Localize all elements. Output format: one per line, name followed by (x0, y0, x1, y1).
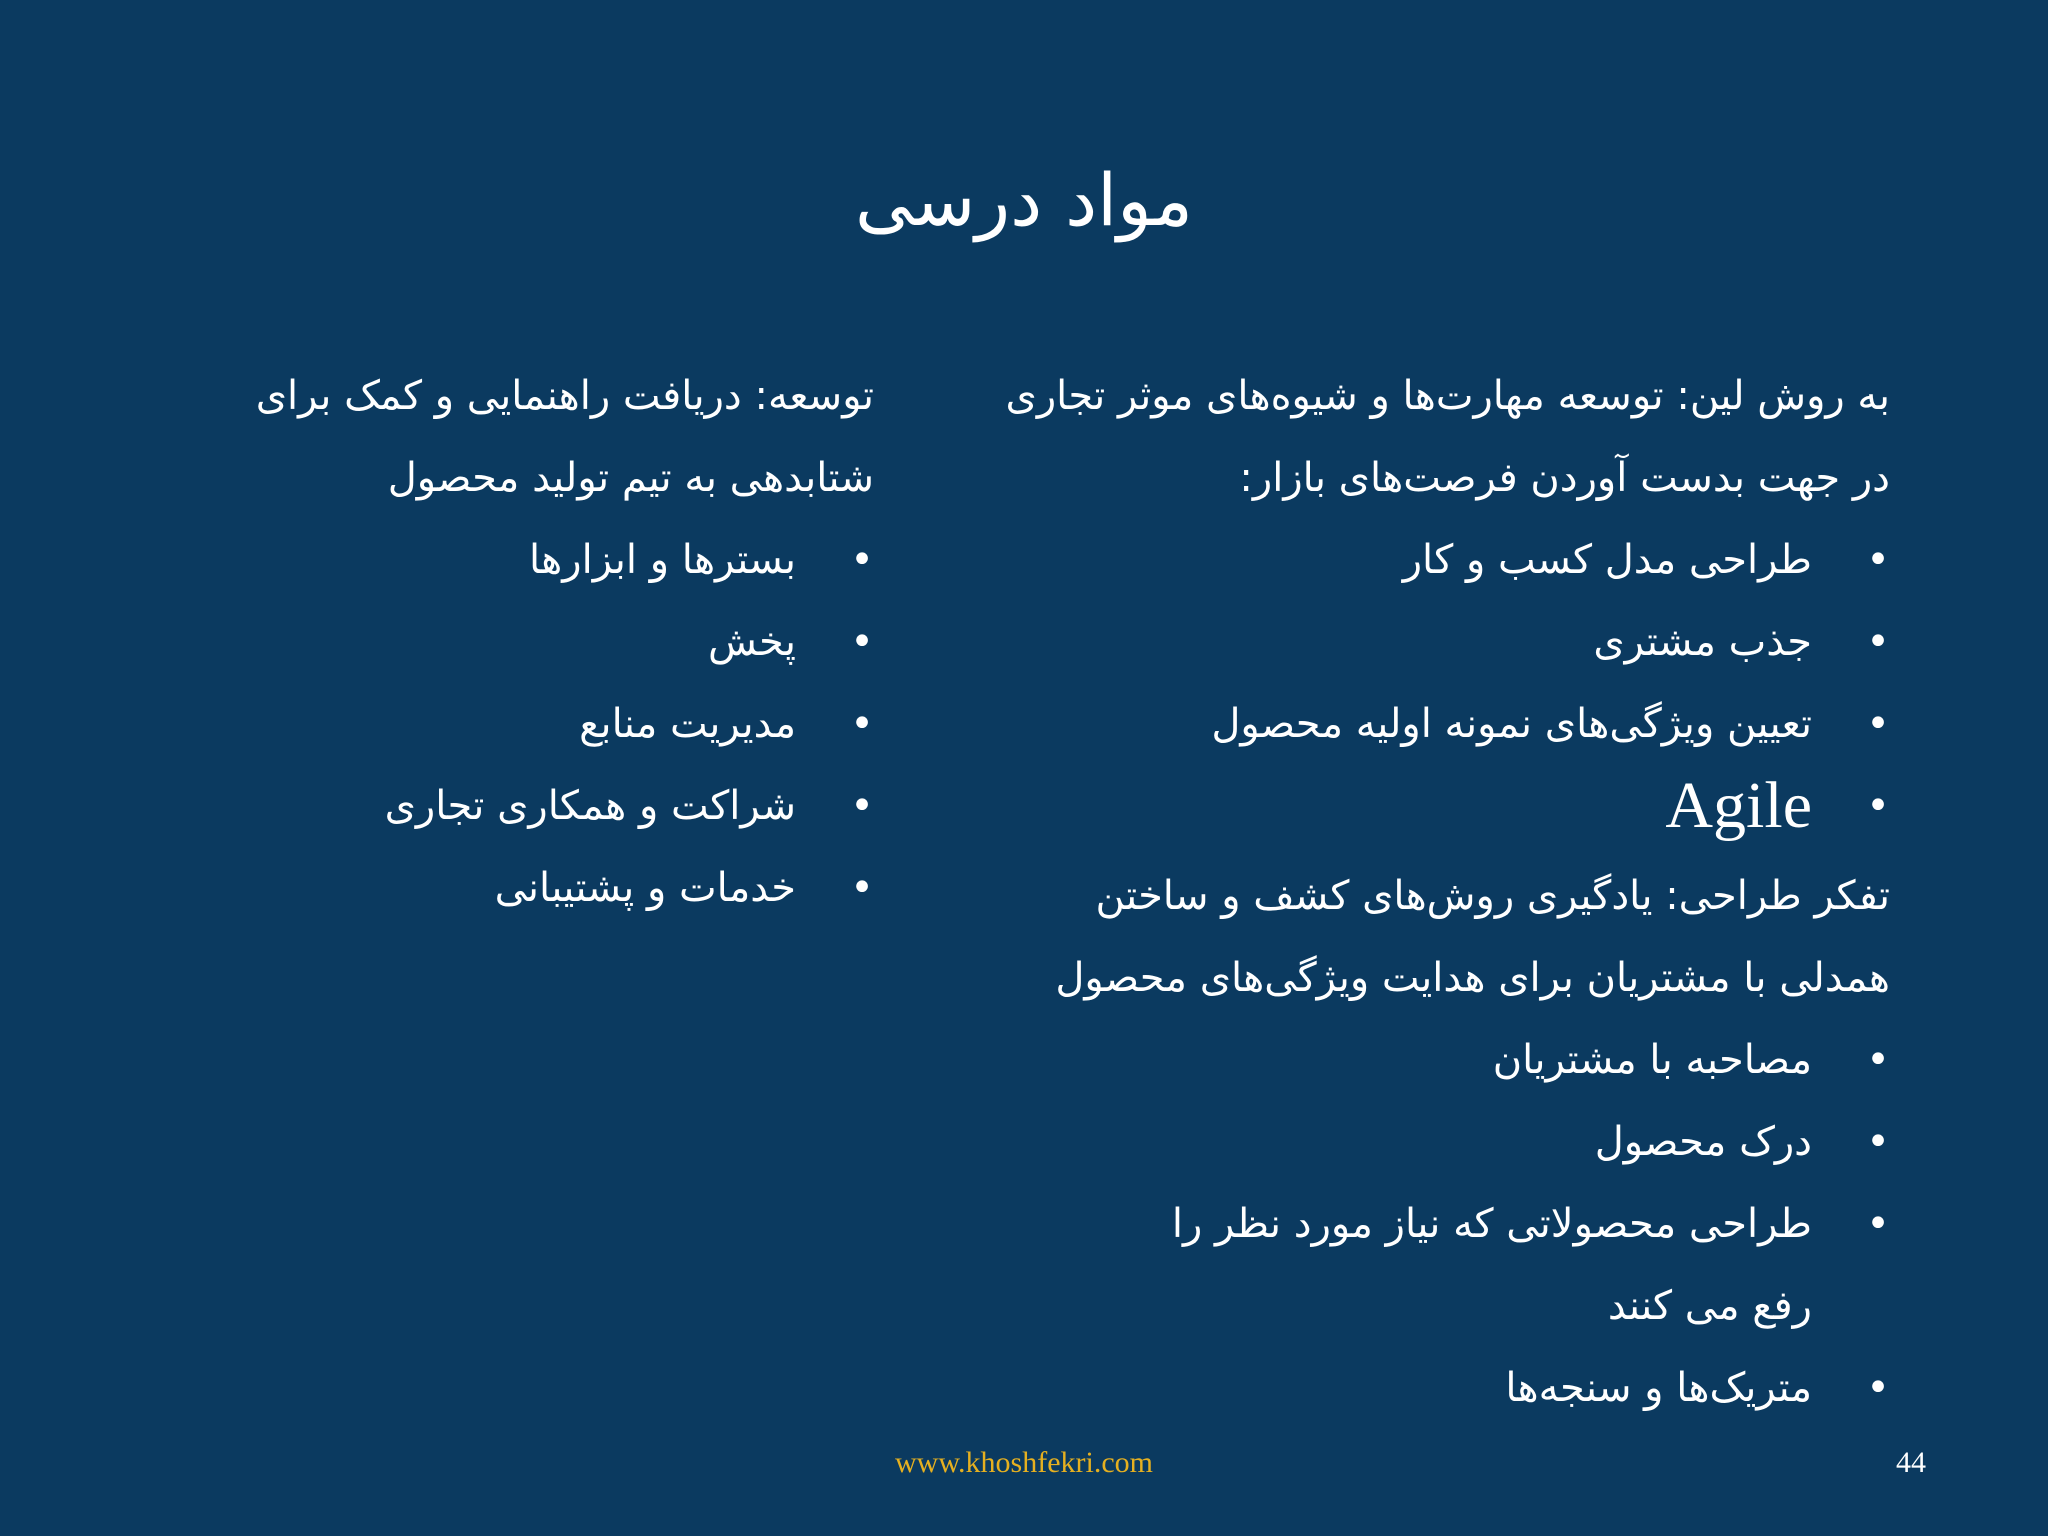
list-item-text: مدیریت منابع (579, 701, 796, 747)
footer-website-link[interactable]: www.khoshfekri.com (894, 1446, 1153, 1479)
slide-title: مواد درسی (855, 158, 1193, 242)
section2-intro-line2: همدلی با مشتریان برای هدایت ویژگی‌های محصول (1055, 955, 1890, 1001)
section2-intro-line1: تفکر طراحی: یادگیری روش‌های کشف و ساختن (1095, 873, 1890, 919)
bullet-icon: • (1866, 1119, 1890, 1165)
bullet-icon: • (1866, 701, 1890, 747)
list-item (1112, 1183, 1890, 1347)
page-number: 44 (1896, 1446, 1926, 1479)
list-item (890, 1101, 1890, 1183)
list-item (114, 847, 874, 929)
list-item (890, 1019, 1890, 1101)
list-item-text: مصاحبه با مشتریان (1492, 1037, 1812, 1083)
list-item (890, 1347, 1890, 1429)
left-intro-line2: شتابدهی به تیم تولید محصول (387, 455, 874, 501)
list-item-text: درک محصول (1594, 1119, 1812, 1165)
bullet-icon: • (1866, 619, 1890, 665)
left-column (114, 355, 874, 929)
list-item (890, 765, 1890, 855)
list-item-text: شراکت و همکاری تجاری (384, 783, 796, 829)
list-item (114, 519, 874, 601)
list-item (890, 683, 1890, 765)
list-item-text: متریک‌ها و سنجه‌ها (1505, 1365, 1812, 1411)
list-item (890, 519, 1890, 601)
list-item-text: پخش (708, 619, 796, 665)
bullet-icon: • (850, 701, 874, 747)
bullet-icon: • (1866, 1037, 1890, 1083)
list-item (114, 683, 874, 765)
bullet-icon: • (850, 783, 874, 829)
list-item-text: بسترها و ابزارها (528, 537, 796, 583)
section1-bullet-list (890, 519, 1890, 855)
list-item-text: طراحی مدل کسب و کار (1402, 537, 1812, 583)
bullet-icon: • (1866, 783, 1890, 829)
list-item-text: طراحی محصولاتی که نیاز مورد نظر را رفع می کنند (1171, 1201, 1812, 1329)
list-item-text: تعیین ویژگی‌های نمونه اولیه محصول (1211, 701, 1812, 747)
left-bullet-list (114, 519, 874, 929)
right-column (890, 355, 1890, 1429)
bullet-icon: • (850, 537, 874, 583)
bullet-icon: • (1866, 1201, 1890, 1247)
list-item-text: خدمات و پشتیبانی (494, 865, 796, 911)
list-item-text: Agile (1665, 769, 1812, 842)
list-item (114, 765, 874, 847)
section2-bullet-list (890, 1019, 1890, 1429)
bullet-icon: • (1866, 537, 1890, 583)
section1-intro-line1: به روش لین: توسعه مهارت‌ها و شیوه‌های موثر تجاری (1005, 373, 1890, 419)
bullet-icon: • (850, 865, 874, 911)
bullet-icon: • (850, 619, 874, 665)
left-intro-line1: توسعه: دریافت راهنمایی و کمک برای (255, 373, 874, 419)
list-item-text: جذب مشتری (1593, 619, 1812, 665)
list-item (890, 601, 1890, 683)
bullet-icon: • (1866, 1365, 1890, 1411)
section1-intro-line2: در جهت بدست آوردن فرصت‌های بازار: (1239, 455, 1890, 501)
list-item (114, 601, 874, 683)
